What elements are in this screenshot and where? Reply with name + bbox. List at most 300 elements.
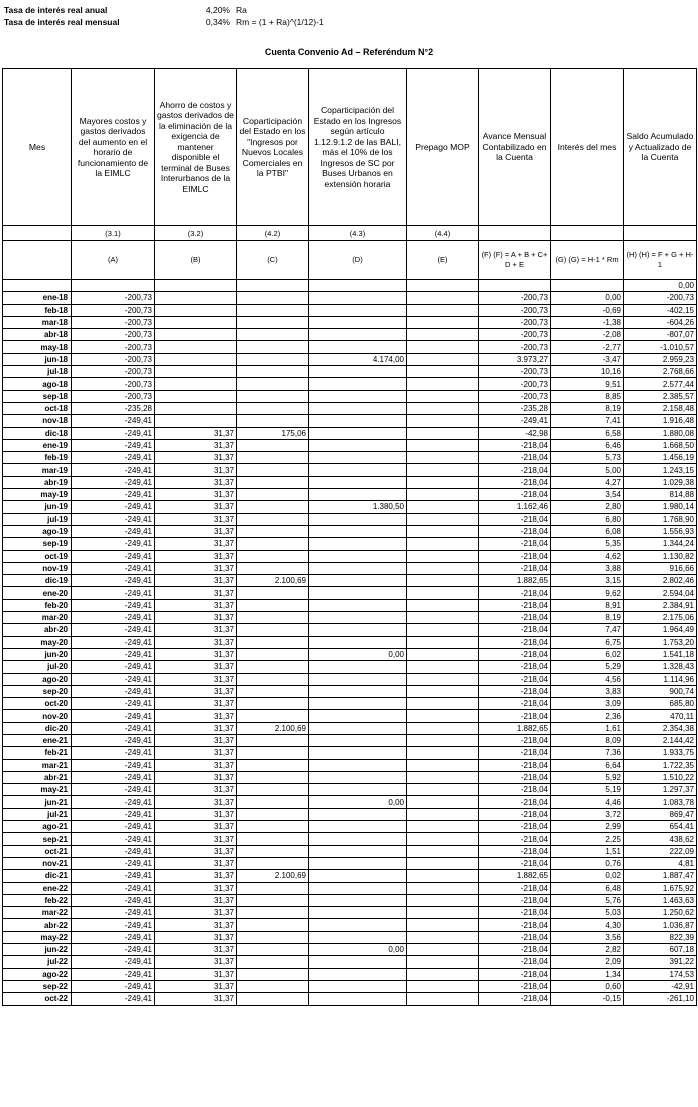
cell-a: -235,28 (72, 402, 155, 414)
cell-d (309, 624, 407, 636)
cell-g: 7,47 (551, 624, 624, 636)
letter-b: (B) (155, 241, 237, 280)
table-row (3, 968, 697, 980)
cell-f: -218,04 (479, 710, 551, 722)
cell-h: 2.768,66 (624, 366, 697, 378)
cell-mes: ago-18 (3, 378, 72, 390)
cell-h: 2.577,44 (624, 378, 697, 390)
table-row (3, 599, 697, 611)
cell-c (237, 944, 309, 956)
table-row (3, 366, 697, 378)
cell-a: -249,41 (72, 980, 155, 992)
cell-f: -218,04 (479, 784, 551, 796)
annual-rate-row (4, 4, 324, 16)
cell-h: -402,15 (624, 304, 697, 316)
cell-a: -249,41 (72, 845, 155, 857)
cell-c (237, 771, 309, 783)
cell-d (309, 833, 407, 845)
cell-a: -200,73 (72, 366, 155, 378)
cell-b: 31,37 (155, 661, 237, 673)
cell-b (155, 316, 237, 328)
cell-b: 31,37 (155, 722, 237, 734)
cell-h: 174,53 (624, 968, 697, 980)
cell-e (407, 624, 479, 636)
cell-b: 31,37 (155, 513, 237, 525)
cell-c (237, 464, 309, 476)
cell-f: -218,04 (479, 747, 551, 759)
cell-g: 6,46 (551, 439, 624, 451)
cell-d (309, 771, 407, 783)
cell-b: 31,37 (155, 931, 237, 943)
cell-d (309, 661, 407, 673)
cell-b (155, 415, 237, 427)
letter-a: (A) (72, 241, 155, 280)
cell-c (237, 501, 309, 513)
table-row (3, 378, 697, 390)
table-row (3, 771, 697, 783)
cell-c (237, 390, 309, 402)
cell-d (309, 993, 407, 1005)
cell-h: 2.175,06 (624, 612, 697, 624)
cell-d (309, 845, 407, 857)
cell-c (237, 366, 309, 378)
cell-e (407, 636, 479, 648)
cell-g: 6,75 (551, 636, 624, 648)
cell-b: 31,37 (155, 464, 237, 476)
cell-a: -249,41 (72, 771, 155, 783)
cell-h: 1.344,24 (624, 538, 697, 550)
cell-f: -218,04 (479, 698, 551, 710)
cell-c (237, 821, 309, 833)
table-row (3, 316, 697, 328)
cell-d (309, 821, 407, 833)
cell-c (237, 956, 309, 968)
cell-e (407, 415, 479, 427)
cell-h: 1.722,35 (624, 759, 697, 771)
table-row (3, 673, 697, 685)
cell-b: 31,37 (155, 734, 237, 746)
cell-c (237, 919, 309, 931)
cell-c (237, 378, 309, 390)
cell-d (309, 525, 407, 537)
table-row (3, 292, 697, 304)
cell-d: 4.174,00 (309, 353, 407, 365)
table-row (3, 894, 697, 906)
cell-d (309, 759, 407, 771)
letter-h: (H) (H) = F + G + H-1 (624, 241, 697, 280)
cell-mes: abr-19 (3, 476, 72, 488)
cell-e (407, 452, 479, 464)
cell-f: -218,04 (479, 661, 551, 673)
cell-g: 5,76 (551, 894, 624, 906)
cell-f: -218,04 (479, 599, 551, 611)
cell-g: 5,29 (551, 661, 624, 673)
cell-g: 0,02 (551, 870, 624, 882)
cell-c (237, 292, 309, 304)
cell-d (309, 550, 407, 562)
cell-d (309, 710, 407, 722)
cell-b: 31,37 (155, 685, 237, 697)
cell-f: -218,04 (479, 489, 551, 501)
cell-b: 31,37 (155, 612, 237, 624)
cell-c (237, 980, 309, 992)
cell-c (237, 808, 309, 820)
cell-g: -0,69 (551, 304, 624, 316)
cell-c (237, 525, 309, 537)
ref-mes (3, 226, 72, 241)
col-header-g: Interés del mes (551, 69, 624, 226)
cell-g: 9,62 (551, 587, 624, 599)
cell-d (309, 685, 407, 697)
cell-h: 1.887,47 (624, 870, 697, 882)
table-row (3, 501, 697, 513)
cell-b: 31,37 (155, 624, 237, 636)
cell-a: -249,41 (72, 870, 155, 882)
cell-mes: jun-18 (3, 353, 72, 365)
cell-e (407, 808, 479, 820)
cell-h: 1.463,63 (624, 894, 697, 906)
cell-f: -218,04 (479, 796, 551, 808)
cell-f: -218,04 (479, 907, 551, 919)
cell-g: 6,58 (551, 427, 624, 439)
cell-mes: feb-18 (3, 304, 72, 316)
cell-d (309, 575, 407, 587)
cell-e (407, 439, 479, 451)
cell-mes: jun-21 (3, 796, 72, 808)
cell-e (407, 489, 479, 501)
cell-g: 2,25 (551, 833, 624, 845)
cell-g: 5,03 (551, 907, 624, 919)
cell-mes: mar-21 (3, 759, 72, 771)
cell-e (407, 366, 479, 378)
cell-c (237, 833, 309, 845)
cell-mes: jun-19 (3, 501, 72, 513)
cell-e (407, 833, 479, 845)
cell-h: 1.541,18 (624, 648, 697, 660)
table-row (3, 415, 697, 427)
cell-d (309, 673, 407, 685)
cell-c (237, 648, 309, 660)
table-row (3, 439, 697, 451)
cell-a: -200,73 (72, 316, 155, 328)
cell-h: 2.384,91 (624, 599, 697, 611)
cell-b (155, 402, 237, 414)
cell-b: 31,37 (155, 907, 237, 919)
cell-d (309, 452, 407, 464)
cell-b: 31,37 (155, 538, 237, 550)
cell-a: -249,41 (72, 685, 155, 697)
cell-a: -249,41 (72, 648, 155, 660)
cell-h: -807,07 (624, 329, 697, 341)
monthly-rate-value: 0,34% (205, 17, 230, 27)
cell-h: 1.510,22 (624, 771, 697, 783)
account-table (2, 68, 697, 1006)
cell-mes: ene-18 (3, 292, 72, 304)
cell-d (309, 464, 407, 476)
table-row (3, 722, 697, 734)
cell-g: 0,00 (551, 292, 624, 304)
table-row (3, 882, 697, 894)
table-row (3, 759, 697, 771)
cell-b: 31,37 (155, 771, 237, 783)
cell-h: 1.980,14 (624, 501, 697, 513)
cell-mes: oct-21 (3, 845, 72, 857)
cell-a: -249,41 (72, 501, 155, 513)
ref-c: (4.2) (237, 226, 309, 241)
col-header-e: Prepago MOP (407, 69, 479, 226)
cell-a: -200,73 (72, 329, 155, 341)
cell-h: 1.297,37 (624, 784, 697, 796)
table-row (3, 784, 697, 796)
table-row (3, 525, 697, 537)
cell-d (309, 882, 407, 894)
cell-b: 31,37 (155, 710, 237, 722)
cell-h: 1.036,87 (624, 919, 697, 931)
cell-e (407, 538, 479, 550)
cell-d (309, 784, 407, 796)
cell-g: 1,51 (551, 845, 624, 857)
cell-mes: abr-21 (3, 771, 72, 783)
cell-d (309, 956, 407, 968)
cell-a: -249,41 (72, 759, 155, 771)
cell-a: -249,41 (72, 919, 155, 931)
cell-b: 31,37 (155, 882, 237, 894)
table-row (3, 464, 697, 476)
cell-f: -218,04 (479, 980, 551, 992)
letter-mes (3, 241, 72, 280)
cell-c (237, 316, 309, 328)
cell-c (237, 329, 309, 341)
cell-d: 0,00 (309, 648, 407, 660)
cell-e (407, 685, 479, 697)
cell-g: 4,27 (551, 476, 624, 488)
cell-d (309, 636, 407, 648)
cell-mes: feb-19 (3, 452, 72, 464)
cell-f: -218,04 (479, 587, 551, 599)
cell-d (309, 980, 407, 992)
cell-f: -218,04 (479, 452, 551, 464)
cell-mes: ago-19 (3, 525, 72, 537)
cell-mes: oct-22 (3, 993, 72, 1005)
monthly-rate-row (4, 16, 324, 28)
cell-b: 31,37 (155, 993, 237, 1005)
cell-c (237, 784, 309, 796)
table-row (3, 636, 697, 648)
cell-e (407, 870, 479, 882)
cell-b (155, 341, 237, 353)
cell-g: 0,60 (551, 980, 624, 992)
cell-h: 1.675,92 (624, 882, 697, 894)
cell-g: 2,80 (551, 501, 624, 513)
cell-e (407, 845, 479, 857)
cell-e (407, 661, 479, 673)
cell-c (237, 550, 309, 562)
cell-a: -200,73 (72, 353, 155, 365)
table-row (3, 821, 697, 833)
cell-e (407, 784, 479, 796)
cell-a: -249,41 (72, 489, 155, 501)
cell-c (237, 476, 309, 488)
col-header-c: Coparticipación del Estado en los "Ingresos por Nuevos Locales Comerciales en la PTBI" (237, 69, 309, 226)
cell-h: 1.130,82 (624, 550, 697, 562)
table-row (3, 734, 697, 746)
cell-e (407, 562, 479, 574)
cell-e (407, 919, 479, 931)
cell-h: 814,88 (624, 489, 697, 501)
annual-rate-formula: Ra (236, 5, 247, 15)
cell-f: -218,04 (479, 439, 551, 451)
cell-h: -200,73 (624, 292, 697, 304)
cell-b: 31,37 (155, 550, 237, 562)
cell-mes: may-18 (3, 341, 72, 353)
cell-f: -218,04 (479, 931, 551, 943)
table-row (3, 931, 697, 943)
cell-b (155, 304, 237, 316)
cell-c (237, 439, 309, 451)
col-header-mes: Mes (3, 69, 72, 226)
cell-b: 31,37 (155, 870, 237, 882)
table-row (3, 489, 697, 501)
cell-d (309, 439, 407, 451)
cell-h: 607,18 (624, 944, 697, 956)
cell-d (309, 599, 407, 611)
cell-mes: feb-22 (3, 894, 72, 906)
cell-e (407, 722, 479, 734)
cell-a: -249,41 (72, 894, 155, 906)
cell-mes: jun-22 (3, 944, 72, 956)
cell-e (407, 710, 479, 722)
cell-mes: mar-19 (3, 464, 72, 476)
cell-f: -218,04 (479, 525, 551, 537)
cell-h: 1.114,96 (624, 673, 697, 685)
cell-b: 31,37 (155, 575, 237, 587)
cell-a: -249,41 (72, 931, 155, 943)
cell-e (407, 882, 479, 894)
cell-e (407, 402, 479, 414)
cell-a: -249,41 (72, 452, 155, 464)
cell-f: -218,04 (479, 685, 551, 697)
cell-a: -249,41 (72, 882, 155, 894)
cell-a: -249,41 (72, 747, 155, 759)
cell-mes: nov-20 (3, 710, 72, 722)
cell-b: 31,37 (155, 427, 237, 439)
cell-f: -200,73 (479, 329, 551, 341)
cell-d (309, 734, 407, 746)
cell-b: 31,37 (155, 747, 237, 759)
cell-mes: jul-22 (3, 956, 72, 968)
table-row (3, 575, 697, 587)
col-header-h: Saldo Acumulado y Actualizado de la Cuenta (624, 69, 697, 226)
cell-h: -1.010,57 (624, 341, 697, 353)
cell-a: -200,73 (72, 378, 155, 390)
cell-b: 31,37 (155, 845, 237, 857)
cell-b: 31,37 (155, 821, 237, 833)
cell-a: -249,41 (72, 944, 155, 956)
annual-rate-value: 4,20% (205, 5, 230, 15)
cell-d (309, 292, 407, 304)
cell-c (237, 894, 309, 906)
cell-h: 2.959,23 (624, 353, 697, 365)
cell-g: 5,35 (551, 538, 624, 550)
ref-h (624, 226, 697, 241)
table-row (3, 870, 697, 882)
cell-a: -249,41 (72, 734, 155, 746)
cell-f: -218,04 (479, 821, 551, 833)
cell-mes: dic-20 (3, 722, 72, 734)
cell-f: -218,04 (479, 550, 551, 562)
cell-a: -249,41 (72, 710, 155, 722)
cell-h: 1.768,90 (624, 513, 697, 525)
cell-e (407, 316, 479, 328)
cell-b: 31,37 (155, 956, 237, 968)
cell-e (407, 427, 479, 439)
cell-b: 31,37 (155, 944, 237, 956)
cell-d (309, 402, 407, 414)
cell-e (407, 673, 479, 685)
cell-f: -200,73 (479, 304, 551, 316)
cell-h: 685,80 (624, 698, 697, 710)
cell-g: 4,30 (551, 919, 624, 931)
cell-c (237, 538, 309, 550)
cell-c (237, 402, 309, 414)
cell-d (309, 698, 407, 710)
cell-g: 6,08 (551, 525, 624, 537)
cell-mes: dic-18 (3, 427, 72, 439)
cell-c (237, 685, 309, 697)
cell-d (309, 612, 407, 624)
cell-d (309, 894, 407, 906)
ref-b: (3.2) (155, 226, 237, 241)
cell-c: 2.100,69 (237, 722, 309, 734)
cell-f: -218,04 (479, 944, 551, 956)
cell-h: 438,62 (624, 833, 697, 845)
cell-e (407, 931, 479, 943)
cell-h: 654,41 (624, 821, 697, 833)
cell-e (407, 599, 479, 611)
cell-mes: jul-21 (3, 808, 72, 820)
cell-f: -218,04 (479, 636, 551, 648)
cell-mes: ene-19 (3, 439, 72, 451)
cell-a: -249,41 (72, 907, 155, 919)
cell-e (407, 378, 479, 390)
table-row (3, 329, 697, 341)
cell-f: -218,04 (479, 513, 551, 525)
cell-e (407, 993, 479, 1005)
cell-h: 1.083,78 (624, 796, 697, 808)
cell-e (407, 353, 479, 365)
cell-c (237, 562, 309, 574)
cell-f: 1.162,46 (479, 501, 551, 513)
cell-g: 3,54 (551, 489, 624, 501)
cell-a: -249,41 (72, 636, 155, 648)
cell-f: -200,73 (479, 341, 551, 353)
table-row (3, 550, 697, 562)
cell-c (237, 636, 309, 648)
annual-rate-label: Tasa de interés real anual (4, 5, 108, 15)
cell-e (407, 698, 479, 710)
cell-f: -200,73 (479, 292, 551, 304)
cell-f: -218,04 (479, 833, 551, 845)
cell-a: -249,41 (72, 796, 155, 808)
cell-g: 2,99 (551, 821, 624, 833)
cell-f: -218,04 (479, 919, 551, 931)
cell-f: -218,04 (479, 857, 551, 869)
cell-c (237, 845, 309, 857)
interest-rates (4, 4, 324, 28)
monthly-rate-label: Tasa de interés real mensual (4, 17, 120, 27)
cell-a: -249,41 (72, 439, 155, 451)
cell-g: 5,19 (551, 784, 624, 796)
